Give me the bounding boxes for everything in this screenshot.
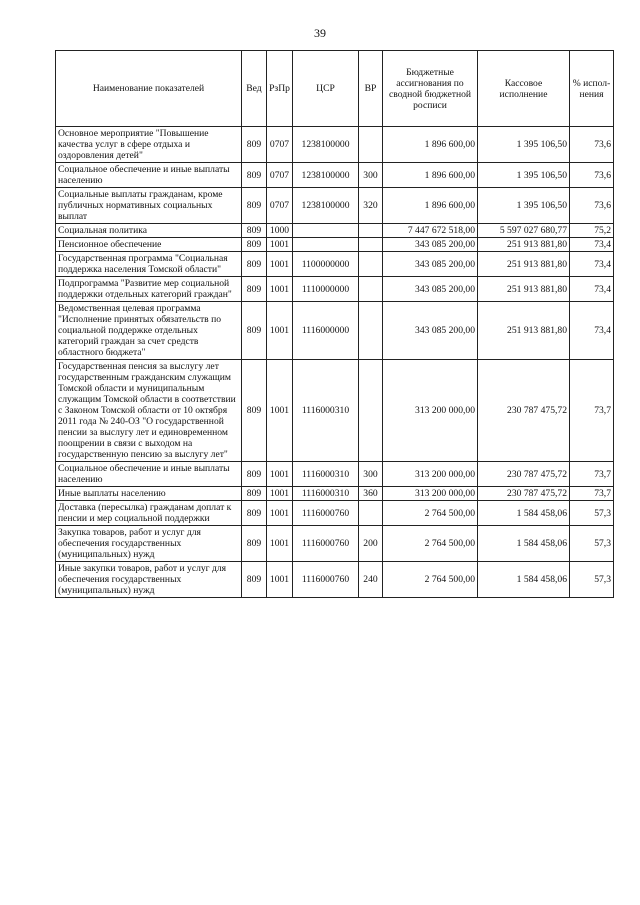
cell-vr xyxy=(359,277,383,302)
cell-percent: 73,6 xyxy=(570,188,614,224)
cell-vr xyxy=(359,360,383,462)
cell-rzpr: 1001 xyxy=(267,526,293,562)
cell-ved: 809 xyxy=(242,526,267,562)
cell-name: Ведомственная целевая программа "Исполнение принятых обязательств по социальной поддержке отдельных категорий граждан за счет средств областного бюджета" xyxy=(56,302,242,360)
cell-vr: 200 xyxy=(359,526,383,562)
cell-budget: 343 085 200,00 xyxy=(383,252,478,277)
table-header-row xyxy=(56,51,614,127)
cell-rzpr: 1001 xyxy=(267,562,293,598)
cell-percent: 73,4 xyxy=(570,302,614,360)
header-csr: ЦСР xyxy=(293,51,359,127)
cell-ved: 809 xyxy=(242,360,267,462)
cell-csr: 1116000310 xyxy=(293,360,359,462)
table-row xyxy=(56,252,614,277)
table-row xyxy=(56,526,614,562)
cell-csr: 1110000000 xyxy=(293,277,359,302)
cell-percent: 57,3 xyxy=(570,501,614,526)
header-percent: % испол-нения xyxy=(570,51,614,127)
cell-vr: 240 xyxy=(359,562,383,598)
cell-cash: 230 787 475,72 xyxy=(478,462,570,487)
cell-name: Государственная пенсия за выслугу лет государственным гражданским служащим Томской области и муниципальным служащим Томской области в соответствии с Законом Томской области от 10 октября 2011 года № 240-ОЗ "О государственной пенсии за выслугу лет и единовременном поощрении в связи с выходом на государственную пенсию за выслугу лет" xyxy=(56,360,242,462)
cell-cash: 1 395 106,50 xyxy=(478,163,570,188)
header-budget: Бюджетные ассигнования по сводной бюджетной росписи xyxy=(383,51,478,127)
cell-name: Доставка (пересылка) гражданам доплат к пенсии и мер социальной поддержки xyxy=(56,501,242,526)
cell-budget: 1 896 600,00 xyxy=(383,163,478,188)
header-rzpr: РзПр xyxy=(267,51,293,127)
cell-rzpr: 1001 xyxy=(267,277,293,302)
cell-ved: 809 xyxy=(242,277,267,302)
cell-name: Социальное обеспечение и иные выплаты населению xyxy=(56,163,242,188)
cell-rzpr: 1001 xyxy=(267,462,293,487)
page-number: 39 xyxy=(314,26,326,40)
table-row xyxy=(56,487,614,501)
cell-ved: 809 xyxy=(242,302,267,360)
cell-rzpr: 0707 xyxy=(267,163,293,188)
cell-cash: 1 395 106,50 xyxy=(478,188,570,224)
table-row xyxy=(56,302,614,360)
cell-cash: 1 584 458,06 xyxy=(478,501,570,526)
cell-cash: 1 395 106,50 xyxy=(478,127,570,163)
cell-vr: 300 xyxy=(359,462,383,487)
cell-budget: 1 896 600,00 xyxy=(383,188,478,224)
cell-cash: 230 787 475,72 xyxy=(478,487,570,501)
table-row xyxy=(56,360,614,462)
cell-vr xyxy=(359,224,383,238)
cell-cash: 251 913 881,80 xyxy=(478,252,570,277)
header-cash: Кассовое исполнение xyxy=(478,51,570,127)
cell-ved: 809 xyxy=(242,188,267,224)
table-row xyxy=(56,277,614,302)
cell-budget: 343 085 200,00 xyxy=(383,277,478,302)
cell-rzpr: 0707 xyxy=(267,127,293,163)
cell-csr: 1116000310 xyxy=(293,487,359,501)
cell-budget: 343 085 200,00 xyxy=(383,302,478,360)
cell-name: Иные выплаты населению xyxy=(56,487,242,501)
cell-cash: 230 787 475,72 xyxy=(478,360,570,462)
table-row xyxy=(56,238,614,252)
cell-csr: 1116000760 xyxy=(293,562,359,598)
cell-name: Государственная программа "Социальная поддержка населения Томской области" xyxy=(56,252,242,277)
cell-cash: 5 597 027 680,77 xyxy=(478,224,570,238)
cell-budget: 1 896 600,00 xyxy=(383,127,478,163)
cell-percent: 73,7 xyxy=(570,360,614,462)
cell-csr: 1100000000 xyxy=(293,252,359,277)
cell-ved: 809 xyxy=(242,127,267,163)
cell-csr: 1238100000 xyxy=(293,163,359,188)
cell-vr: 300 xyxy=(359,163,383,188)
cell-budget: 2 764 500,00 xyxy=(383,562,478,598)
cell-vr xyxy=(359,302,383,360)
cell-rzpr: 1001 xyxy=(267,238,293,252)
cell-csr: 1238100000 xyxy=(293,188,359,224)
cell-ved: 809 xyxy=(242,238,267,252)
cell-budget: 313 200 000,00 xyxy=(383,462,478,487)
cell-csr: 1116000760 xyxy=(293,526,359,562)
cell-ved: 809 xyxy=(242,224,267,238)
cell-cash: 251 913 881,80 xyxy=(478,277,570,302)
cell-cash: 251 913 881,80 xyxy=(478,302,570,360)
cell-rzpr: 1001 xyxy=(267,252,293,277)
cell-budget: 313 200 000,00 xyxy=(383,360,478,462)
table-row xyxy=(56,163,614,188)
cell-budget: 2 764 500,00 xyxy=(383,501,478,526)
cell-name: Подпрограмма "Развитие мер социальной поддержки отдельных категорий граждан" xyxy=(56,277,242,302)
header-ved: Вед xyxy=(242,51,267,127)
cell-name: Социальная политика xyxy=(56,224,242,238)
cell-ved: 809 xyxy=(242,487,267,501)
cell-vr xyxy=(359,501,383,526)
table-body xyxy=(56,127,614,598)
cell-budget: 343 085 200,00 xyxy=(383,238,478,252)
cell-ved: 809 xyxy=(242,163,267,188)
cell-percent: 73,6 xyxy=(570,163,614,188)
cell-ved: 809 xyxy=(242,252,267,277)
cell-cash: 1 584 458,06 xyxy=(478,562,570,598)
cell-vr: 320 xyxy=(359,188,383,224)
cell-vr xyxy=(359,238,383,252)
cell-percent: 57,3 xyxy=(570,526,614,562)
cell-csr xyxy=(293,224,359,238)
cell-cash: 251 913 881,80 xyxy=(478,238,570,252)
table-row xyxy=(56,188,614,224)
cell-rzpr: 1001 xyxy=(267,360,293,462)
cell-name: Закупка товаров, работ и услуг для обеспечения государственных (муниципальных) нужд xyxy=(56,526,242,562)
cell-budget: 2 764 500,00 xyxy=(383,526,478,562)
table-row xyxy=(56,501,614,526)
cell-percent: 73,7 xyxy=(570,487,614,501)
cell-budget: 313 200 000,00 xyxy=(383,487,478,501)
cell-csr xyxy=(293,238,359,252)
cell-name: Социальное обеспечение и иные выплаты населению xyxy=(56,462,242,487)
header-name: Наименование показателей xyxy=(56,51,242,127)
table-row xyxy=(56,127,614,163)
cell-csr: 1116000760 xyxy=(293,501,359,526)
table-row xyxy=(56,224,614,238)
cell-percent: 73,4 xyxy=(570,238,614,252)
cell-name: Пенсионное обеспечение xyxy=(56,238,242,252)
cell-ved: 809 xyxy=(242,462,267,487)
cell-cash: 1 584 458,06 xyxy=(478,526,570,562)
cell-percent: 73,4 xyxy=(570,277,614,302)
cell-csr: 1238100000 xyxy=(293,127,359,163)
cell-name: Иные закупки товаров, работ и услуг для обеспечения государственных (муниципальных) нужд xyxy=(56,562,242,598)
cell-vr: 360 xyxy=(359,487,383,501)
cell-csr: 1116000310 xyxy=(293,462,359,487)
header-vr: ВР xyxy=(359,51,383,127)
cell-budget: 7 447 672 518,00 xyxy=(383,224,478,238)
table-row xyxy=(56,562,614,598)
cell-csr: 1116000000 xyxy=(293,302,359,360)
cell-name: Социальные выплаты гражданам, кроме публичных нормативных социальных выплат xyxy=(56,188,242,224)
cell-rzpr: 1001 xyxy=(267,302,293,360)
cell-rzpr: 1000 xyxy=(267,224,293,238)
cell-name: Основное мероприятие "Повышение качества услуг в сфере отдыха и оздоровления детей" xyxy=(56,127,242,163)
cell-rzpr: 0707 xyxy=(267,188,293,224)
cell-vr xyxy=(359,252,383,277)
cell-rzpr: 1001 xyxy=(267,501,293,526)
cell-ved: 809 xyxy=(242,562,267,598)
cell-percent: 57,3 xyxy=(570,562,614,598)
cell-percent: 73,6 xyxy=(570,127,614,163)
budget-table xyxy=(55,50,614,598)
cell-ved: 809 xyxy=(242,501,267,526)
table-row xyxy=(56,462,614,487)
cell-percent: 73,4 xyxy=(570,252,614,277)
cell-percent: 73,7 xyxy=(570,462,614,487)
cell-percent: 75,2 xyxy=(570,224,614,238)
cell-vr xyxy=(359,127,383,163)
cell-rzpr: 1001 xyxy=(267,487,293,501)
